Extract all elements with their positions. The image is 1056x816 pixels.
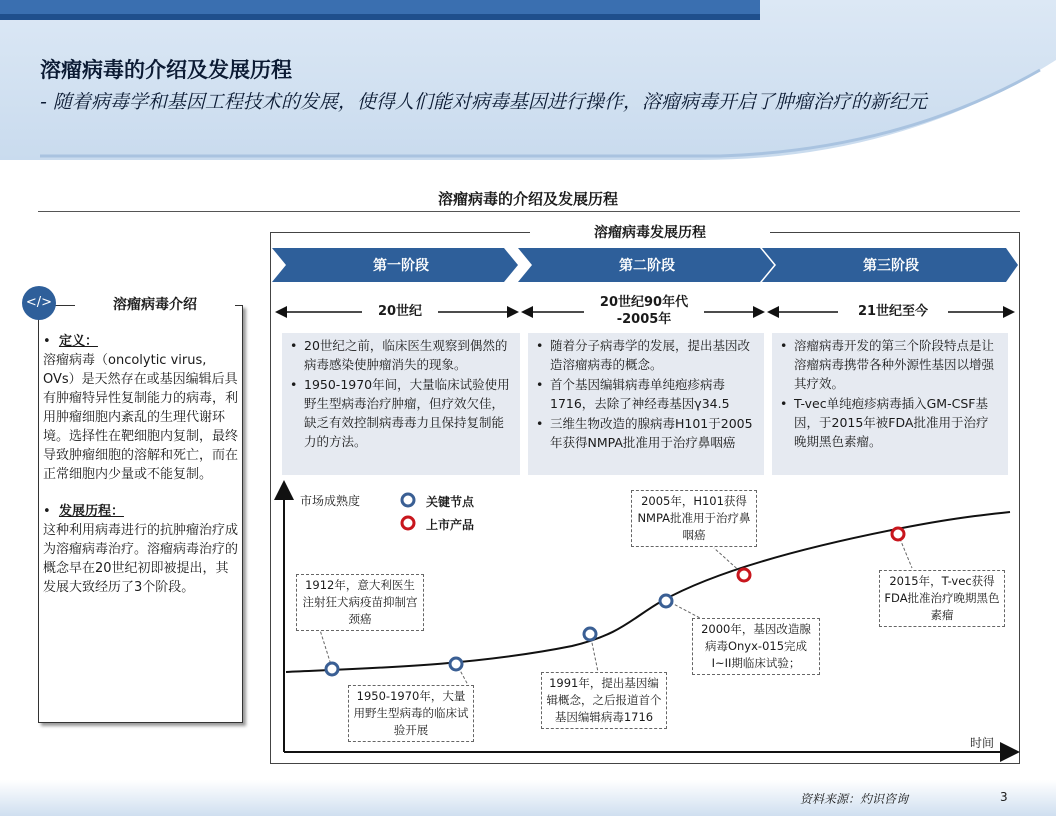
stage-3-bullet: • T-vec单纯疱疹病毒插入GM-CSF基因，于2015年被FDA批准用于治疗晚期黑色素瘤。 (778, 394, 1000, 451)
x-axis-label: 时间 (970, 736, 995, 750)
history-bullet: • (43, 504, 59, 519)
y-axis-label: 市场成熟度 (300, 494, 361, 508)
legend-market-product-marker (402, 517, 414, 529)
key-node-marker (450, 658, 462, 670)
legend-key-node: 关键节点 (426, 495, 475, 509)
page-number: 3 (1000, 790, 1008, 804)
market-product-marker (738, 569, 750, 581)
stage-2-period-line1: 20世纪90年代 (599, 295, 689, 310)
stage-3-info (772, 333, 1008, 475)
key-node-marker (660, 595, 672, 607)
callout-2005: 2005年，H101获得NMPA批准用于治疗鼻咽癌 (631, 490, 757, 547)
definition-text: 溶瘤病毒（oncolytic virus, OVs）是天然存在或基因编辑后具有肿瘤特异性复制能力的病毒，利用肿瘤细胞内紊乱的生理代谢环境。选择性在靶细胞内复制，最终导致肿瘤细胞的溶解和死亡，而在正常细胞内少量或不能复制。 (43, 353, 239, 482)
stage-3-bullet: • 溶瘤病毒开发的第三个阶段特点是让溶瘤病毒携带各种外源性基因以增强其疗效。 (778, 336, 1000, 393)
stage-2-info (528, 333, 764, 475)
callout-1991: 1991年，提出基因编辑概念，之后报道首个基因编辑病毒1716 (541, 672, 667, 729)
page-subtitle: - 随着病毒学和基因工程技术的发展，使得人们能对病毒基因进行操作，溶瘤病毒开启了肿瘤治疗的新纪元 (40, 91, 927, 113)
key-node-marker (326, 663, 338, 675)
stage-2-bullet: • 随着分子病毒学的发展，提出基因改造溶瘤病毒的概念。 (534, 336, 756, 374)
section-title: 溶瘤病毒的介绍及发展历程 (437, 190, 618, 208)
section-divider (38, 211, 1020, 212)
stage-2-period-line2: -2005年 (616, 312, 672, 327)
top-bar (0, 0, 760, 22)
legend-market-product: 上市产品 (426, 518, 475, 532)
stage-1-bullet: • 20世纪之前，临床医生观察到偶然的病毒感染使肿瘤消失的现象。 (288, 336, 512, 374)
definition-label: 定义： (58, 334, 98, 349)
stage-3-period: 21世纪至今 (838, 303, 948, 320)
market-product-marker (892, 528, 904, 540)
stage-1-period: 20世纪 (362, 303, 438, 320)
stage-1-bullet: • 1950-1970年间，大量临床试验使用野生型病毒治疗肿瘤，但疗效欠佳，缺乏有效控制病毒毒力且保持复制能力的方法。 (288, 375, 512, 451)
callout-1912: 1912年，意大利医生注射狂犬病疫苗抑制宫颈癌 (296, 574, 424, 631)
history-label: 发展历程： (58, 504, 124, 519)
history-text: 这种利用病毒进行的抗肿瘤治疗成为溶瘤病毒治疗。溶瘤病毒治疗的概念早在20世纪初即被提出，其发展大致经历了3个阶段。 (43, 523, 239, 595)
key-node-marker (584, 628, 596, 640)
callout-2015: 2015年，T-vec获得FDA批准治疗晚期黑色素瘤 (879, 570, 1005, 627)
stage-2-period (584, 294, 704, 328)
code-icon: </> (22, 286, 56, 320)
stage-3-label: 第三阶段 (863, 258, 919, 274)
legend-key-node-marker (402, 494, 414, 506)
callout-1950: 1950-1970年，大量用野生型病毒的临床试验开展 (348, 685, 474, 742)
source-note: 资料来源：灼识咨询 (800, 792, 909, 806)
stage-2-label: 第二阶段 (619, 258, 675, 274)
stage-1-info (282, 333, 520, 475)
definition-block (43, 332, 238, 484)
timeline-title: 溶瘤病毒发展历程 (530, 222, 770, 242)
stage-2-bullet: • 首个基因编辑病毒单纯疱疹病毒1716，去除了神经毒基因γ34.5 (534, 375, 756, 413)
history-block (43, 502, 238, 597)
stage-1-label: 第一阶段 (373, 258, 429, 274)
definition-bullet: • (43, 334, 59, 349)
page-title: 溶瘤病毒的介绍及发展历程 (40, 58, 292, 82)
intro-panel-title: 溶瘤病毒介绍 (75, 294, 235, 314)
stage-2-bullet: • 三维生物改造的腺病毒H101于2005年获得NMPA批准用于治疗鼻咽癌 (534, 414, 756, 452)
intro-panel (38, 305, 243, 723)
callout-2000: 2000年，基因改造腺病毒Onyx-015完成I~II期临床试验； (692, 618, 820, 675)
